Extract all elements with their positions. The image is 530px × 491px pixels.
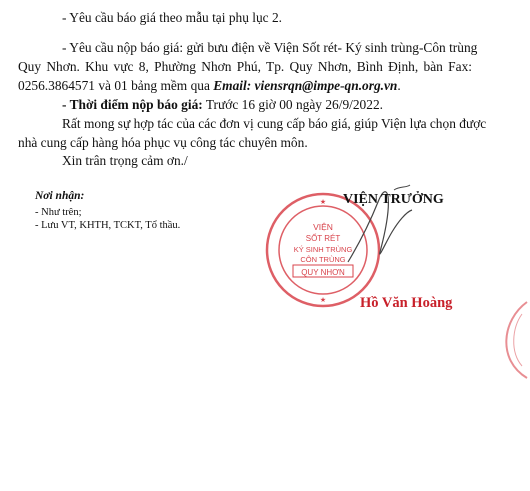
stamp-line: CÔN TRÙNG xyxy=(300,255,346,264)
stamp-line: QUY NHƠN xyxy=(301,268,345,277)
fax-text: 0256.3864571 và 01 bảng mềm qua xyxy=(18,78,214,93)
template-requirement: - Yêu cầu báo giá theo mẫu tại phụ lục 2. xyxy=(62,10,283,25)
stamp-line: SỐT RÉT xyxy=(305,234,341,243)
recipient-item: - Như trên; xyxy=(35,207,82,218)
signer-title: VIỆN TRƯỞNG xyxy=(343,192,444,207)
deadline-line xyxy=(62,97,383,113)
submission-line-3 xyxy=(18,78,401,94)
recipients-heading: Nơi nhận: xyxy=(35,190,85,202)
submission-line-2: Quy Nhơn. Khu vực 8, Phường Nhơn Phú, Tp. Quy Nhơn, Bình Định, bàn Fax: xyxy=(18,59,472,74)
deadline-label: - Thời điểm nộp báo giá: xyxy=(62,97,203,112)
recipient-item: - Lưu VT, KHTH, TCKT, Tổ thầu. xyxy=(35,220,181,231)
deadline-value: Trước 16 giờ 00 ngày 26/9/2022. xyxy=(202,97,383,112)
cooperation-line-1: Rất mong sự hợp tác của các đơn vị cung cấp báo giá, giúp Viện lựa chọn được xyxy=(62,116,487,131)
closing-text: Xin trân trọng cảm ơn./ xyxy=(62,153,188,168)
email-period: . xyxy=(397,78,401,93)
svg-text:★: ★ xyxy=(319,297,327,304)
edge-stamp-fragment xyxy=(482,300,530,380)
signer-name: Hồ Văn Hoàng xyxy=(360,295,453,311)
svg-text:★: ★ xyxy=(319,199,327,206)
email-address: viensrqn@impe-qn.org.vn xyxy=(251,78,398,93)
submission-line-1: - Yêu cầu nộp báo giá: gửi bưu điện về Viện Sốt rét- Ký sinh trùng-Côn trùng xyxy=(62,40,478,55)
stamp-line: KÝ SINH TRÙNG xyxy=(293,245,353,254)
email-label: Email: xyxy=(213,78,252,93)
stamp-line: VIỆN xyxy=(313,222,333,232)
cooperation-line-2: nhà cung cấp hàng hóa phục vụ công tác chuyên môn. xyxy=(18,135,308,150)
